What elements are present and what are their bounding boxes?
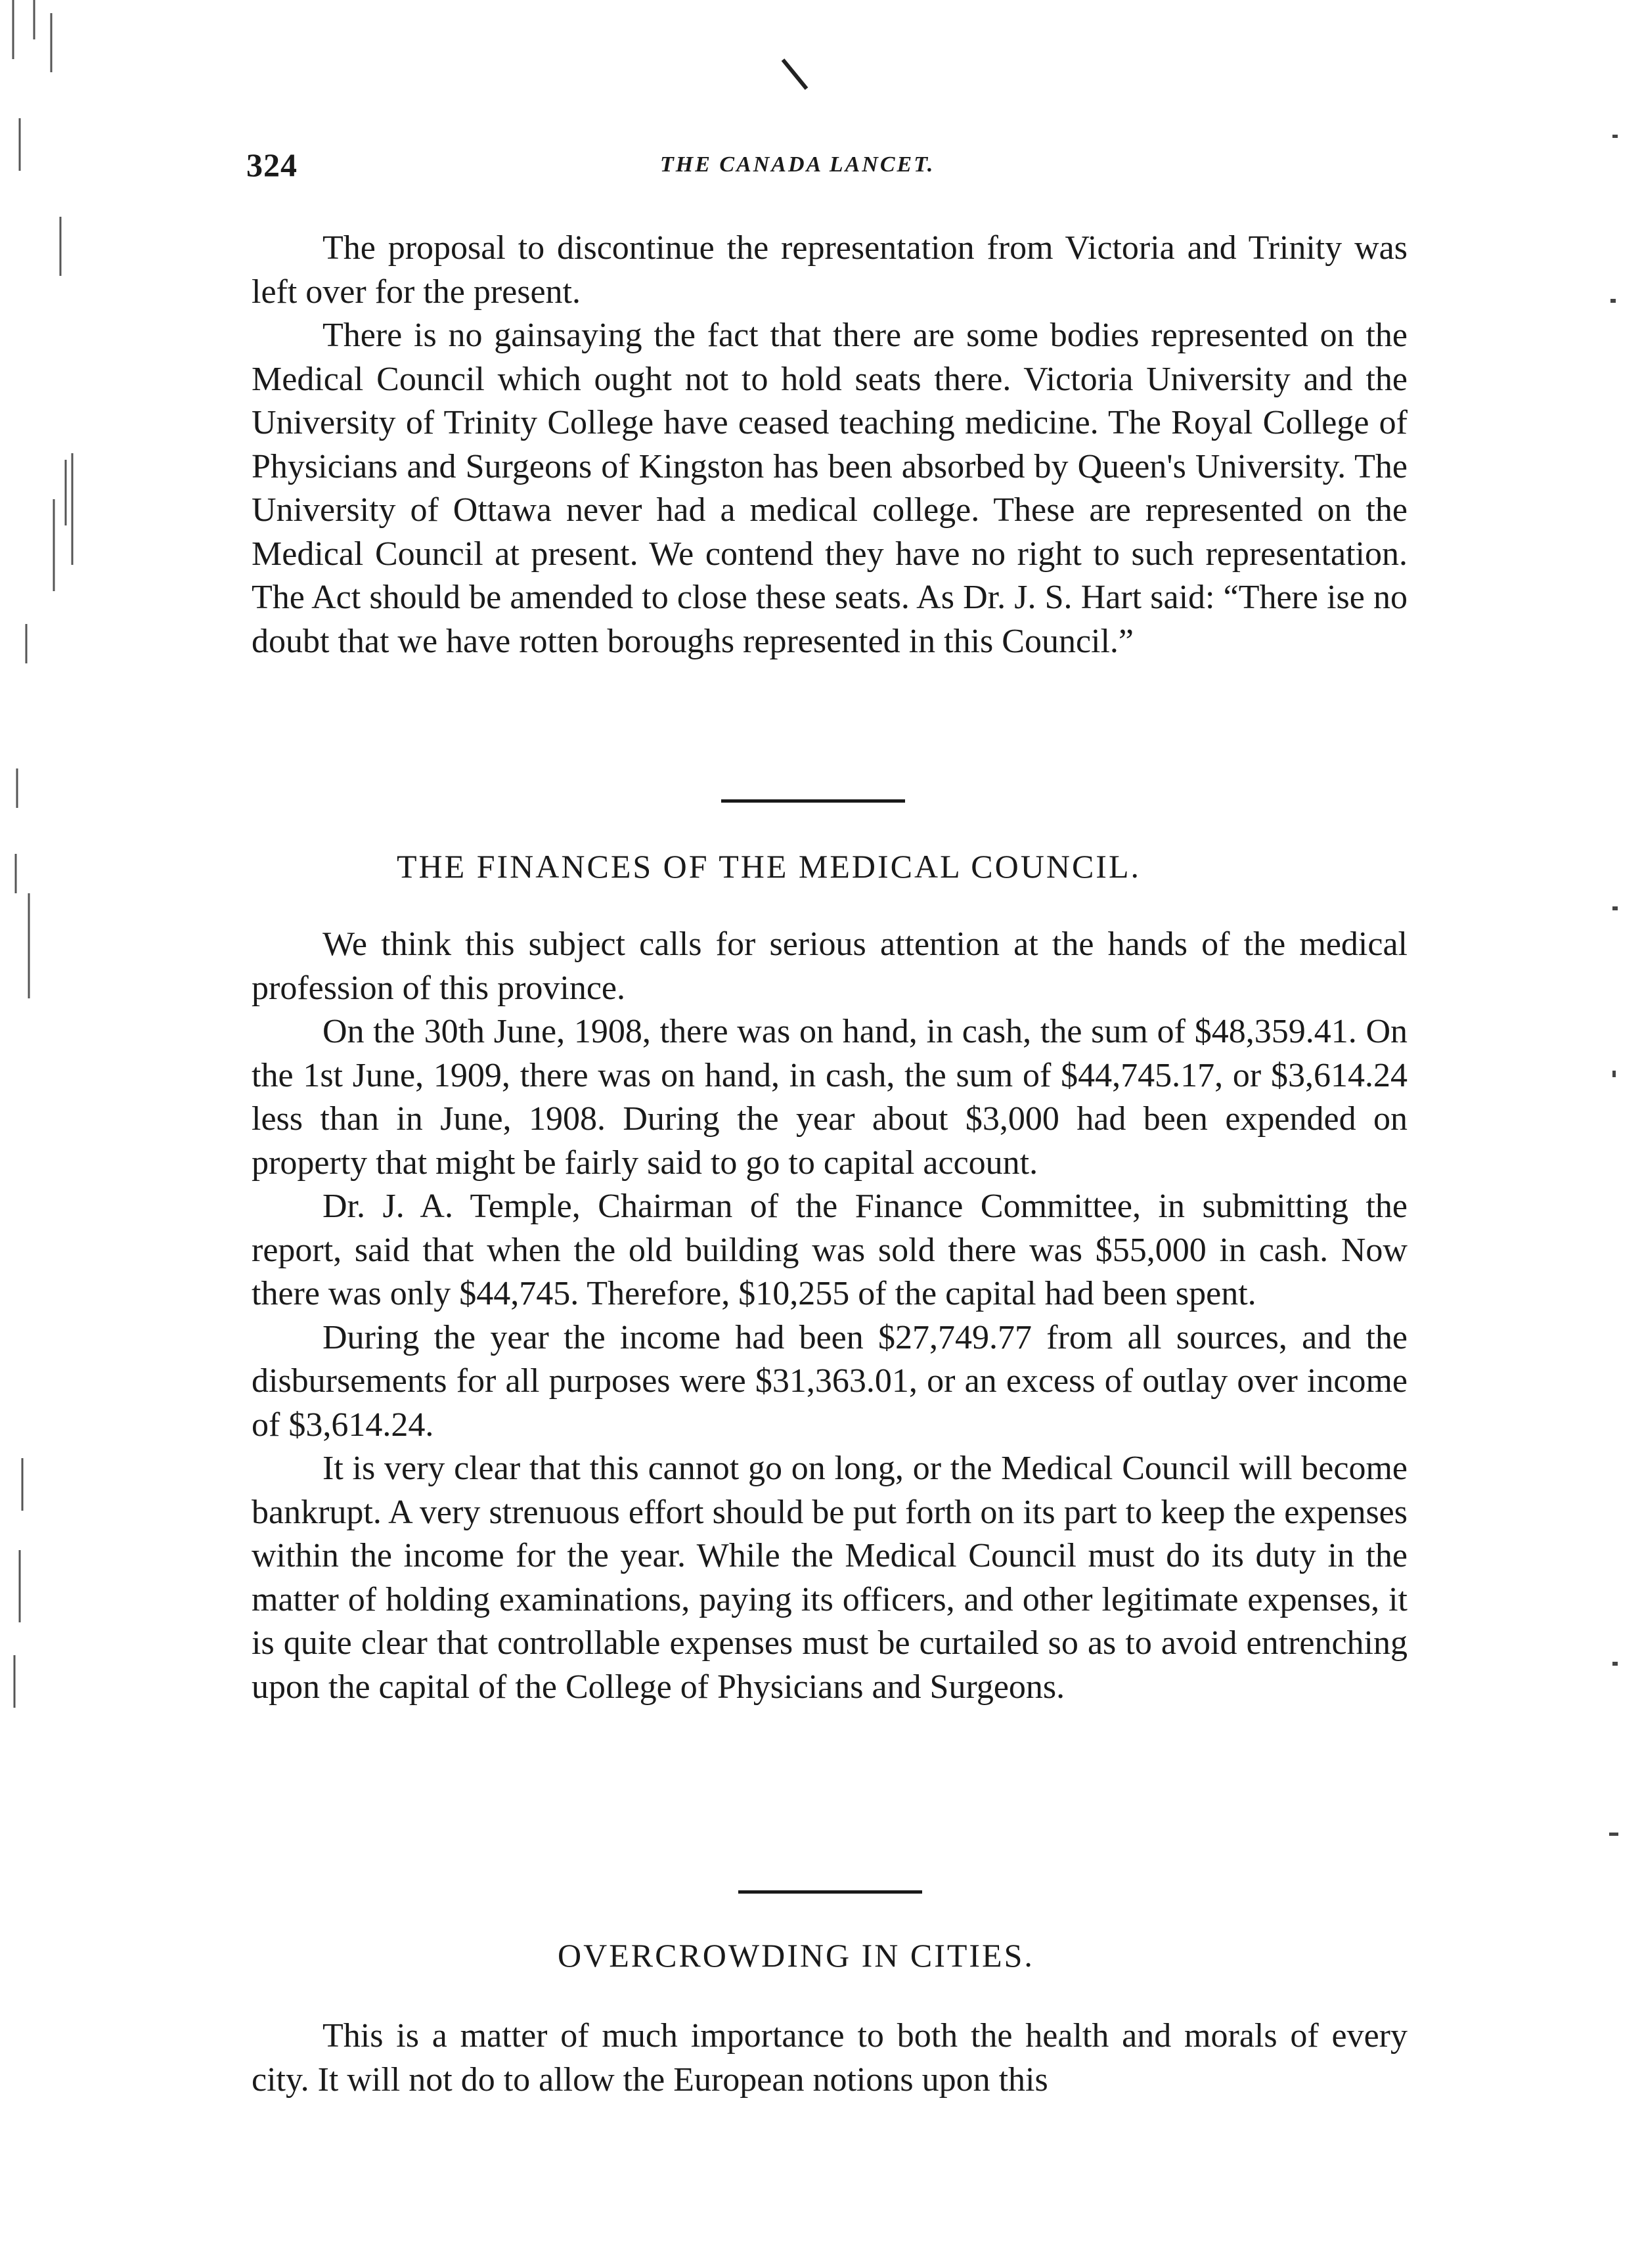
paragraph: The proposal to discontinue the representation from Victoria and Trinity was left over for the present.	[252, 229, 1408, 311]
scan-speck	[1609, 1833, 1618, 1836]
paragraph: Dr. J. A. Temple, Chairman of the Finance Committee, in submitting the report, said that when the old building was sold there was $55,000 in cash. Now there was only $44,745. Therefore, $10,255 of the capital had been spent.	[252, 1188, 1408, 1312]
overcrowding-text	[252, 2014, 1408, 2102]
page-header	[246, 146, 1402, 185]
scan-margin-marks	[0, 0, 112, 2268]
section-title-finances: THE FINANCES OF THE MEDICAL COUNCIL.	[397, 848, 1141, 885]
section-divider	[721, 799, 905, 803]
scan-speck	[1612, 1071, 1616, 1077]
paragraph: It is very clear that this cannot go on long, or the Medical Council will become bankrupt. A very strenuous effort should be put forth on its part to keep the expenses within the income for the year. While the Medical Council must do its duty in the matter of holding examinations, paying its officers, and other legitimate expenses, it is quite clear that controllable expenses must be curtailed so as to avoid entrenching upon the capital of the College of Physicians and Surgeons.	[252, 1450, 1408, 1706]
paragraph: During the year the income had been $27,749.77 from all sources, and the disbursements for all purposes were $31,363.01, or an excess of outlay over income of $3,614.24.	[252, 1318, 1408, 1444]
page-number: 324	[246, 146, 298, 183]
paragraph: This is a matter of much importance to both the health and morals of every city. It will not do to allow the European notions upon this	[252, 2017, 1408, 2099]
scan-speck	[1610, 299, 1616, 303]
running-head: THE CANADA LANCET.	[660, 152, 935, 177]
finances-text	[252, 923, 1408, 1709]
scan-speck	[1612, 906, 1618, 910]
scan-speck	[1612, 1662, 1618, 1666]
paragraph: There is no gainsaying the fact that there are some bodies represented on the Medical Council which ought not to hold seats there. Victoria University and the University of Trinity College have ceased teaching medicine. The Royal College of Physicians and Surgeons of Kingston has been absorbed by Queen's University. The University of Ottawa never had a medical college. These are represented on the Medical Council at present. We contend they have no right to such representation. The Act should be amended to close these seats. As Dr. J. S. Hart said: “There ise no doubt that we have rotten boroughs represented in this Council.”	[252, 317, 1408, 660]
paragraph: We think this subject calls for serious attention at the hands of the medical profession of this province.	[252, 925, 1408, 1007]
intro-text	[252, 227, 1408, 663]
scan-speck	[1612, 135, 1618, 138]
section-title-overcrowding: OVERCROWDING IN CITIES.	[558, 1937, 1034, 1974]
paragraph: On the 30th June, 1908, there was on hand, in cash, the sum of $48,359.41. On the 1st June, 1909, there was on hand, in cash, the sum of $44,745.17, or $3,614.24 less than in June, 1908. During the year about $3,000 had been expended on property that might be fairly said to go to capital account.	[252, 1013, 1408, 1182]
section-divider	[738, 1890, 922, 1894]
stray-mark	[780, 56, 813, 95]
